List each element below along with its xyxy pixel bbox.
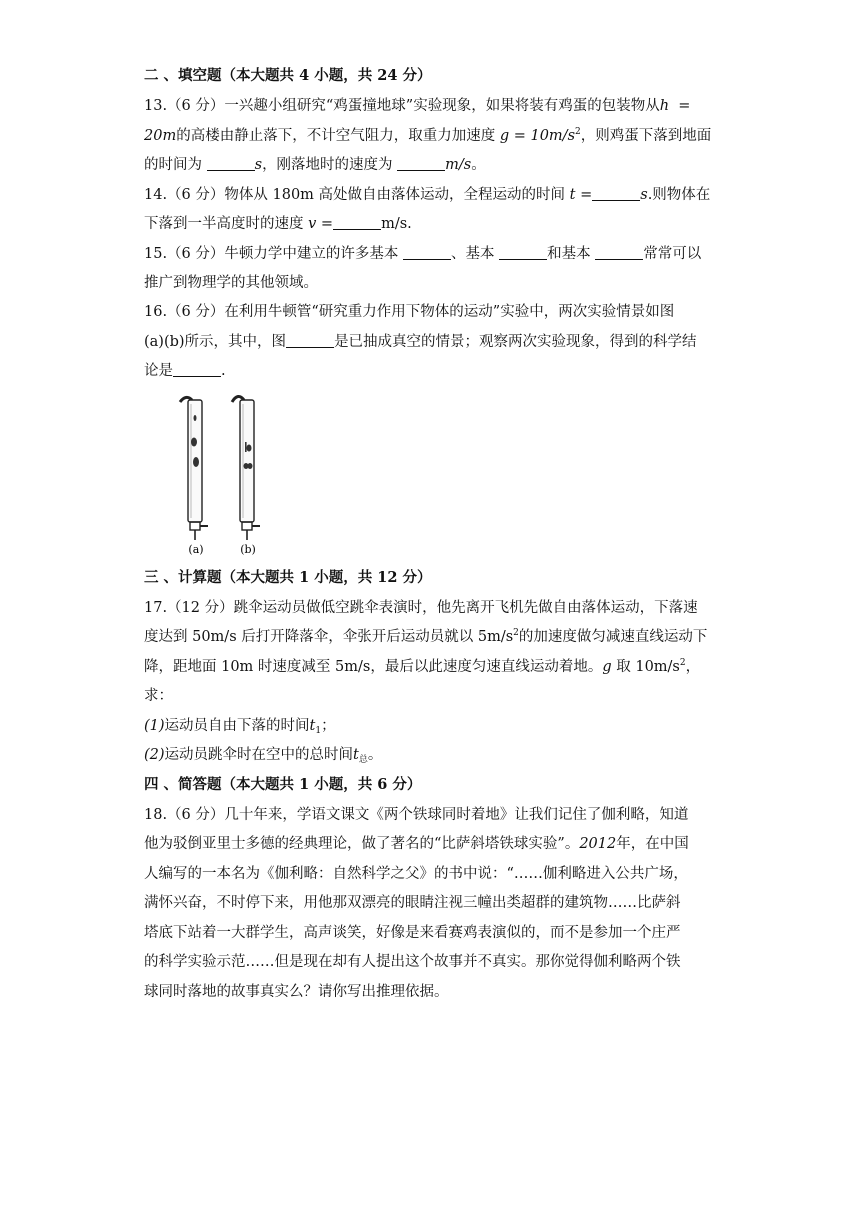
q17-line4 [144,686,173,706]
answer-blank[interactable] [397,155,445,171]
text-fragment: 的高楼由静止落下，不计空气阻力，取重力加速度 [176,128,496,144]
q13-line3 [144,155,486,175]
text-fragment: 是已抽成真空的情景；观察两次实验现象，得到的科学结 [334,334,697,350]
text-fragment: = [513,128,526,144]
text-fragment: t [309,718,316,734]
text-fragment: ； [321,718,336,734]
text-fragment: 取 10m/s [616,659,680,675]
text-fragment: 17.（12 分）跳伞运动员做低空跳伞表演时，他先离开飞机先做自由落体运动，下落速 [144,600,698,616]
text-fragment: 15.（6 分）牛顿力学中建立的许多基本 [144,246,399,262]
text-fragment: 度达到 50m/s 后打开降落伞，伞张开后运动员就以 5m/s [144,629,514,645]
text-fragment: 年，在中国 [616,836,689,852]
text-fragment: 总 [358,755,368,765]
q16-line1 [144,302,674,322]
answer-blank[interactable] [592,185,640,201]
q15-line1 [144,244,701,264]
text-fragment: 的加速度做匀减速直线运动下 [518,629,708,645]
text-fragment: ， [685,659,701,675]
answer-blank[interactable] [499,244,547,260]
q18-line3 [144,864,688,884]
text-fragment: = [320,216,334,232]
text-fragment: 20m [144,128,177,144]
text-fragment: 13.（6 分）一兴趣小组研究“鸡蛋撞地球”实验现象，如果将装有鸡蛋的包装物从 [144,98,660,114]
text-fragment: 球同时落地的故事真实么？请你写出推理依据。 [144,984,449,1000]
text-fragment: = [678,98,691,114]
text-fragment: 18.（6 分）几十年来，学语文课文《两个铁球同时着地》让我们记住了伽利略，知道 [144,807,689,823]
text-fragment: v [308,216,317,232]
text-fragment: ，则鸡蛋下落到地面 [580,128,712,144]
text-fragment: m/s [445,157,472,173]
text-fragment: .则物体在 [647,187,711,203]
text-fragment: ，刚落地时的速度为 [262,157,393,173]
q17-subq1 [144,716,336,736]
text-fragment: s [640,187,648,203]
q17-line1 [144,598,698,618]
q13-line2 [144,126,711,146]
text-fragment: 人编写的一本名为《伽利略：自然科学之父》的书中说：“……伽利略进入公共广场， [144,866,688,882]
text-fragment: g [499,128,510,144]
text-fragment: t [353,747,359,763]
q18-line4 [144,893,681,913]
variable-h: h [659,98,670,114]
q15-line2 [144,273,318,293]
answer-blank[interactable] [173,361,221,377]
answer-blank[interactable] [207,155,255,171]
text-fragment: 2 [575,127,581,137]
section3-heading [144,568,432,588]
q14-line2 [144,214,412,234]
text-fragment: 满怀兴奋，不时停下来，用他那双漂亮的眼睛注视三幢出类超群的建筑物……比萨斜 [144,895,681,911]
q16-line3 [144,361,226,381]
q18-line2 [144,834,689,854]
text-fragment: 降，距地面 10m 时速度减至 5m/s，最后以此速度匀速直线运动着地。 [144,659,603,675]
text-fragment: 他为驳倒亚里士多德的经典理论，做了著名的“比萨斜塔铁球实验”。 [144,836,580,852]
text-fragment: t [569,187,576,203]
text-fragment: s [254,157,263,173]
text-fragment: 。 [367,747,383,763]
text-fragment: 下落到一半高度时的速度 [144,216,304,232]
text-fragment: 14.（6 分）物体从 180m 高处做自由落体运动，全程运动的时间 [144,187,566,203]
text-fragment: 三 、计算题（本大题共 1 小题，共 12 分） [144,569,432,586]
q18-line6 [144,952,681,972]
text-fragment: = [580,187,593,203]
text-fragment: 塔底下站着一大群学生，高声谈笑，好像是来看赛鸡表演似的，而不是参加一个庄严 [144,925,681,941]
text-fragment: 1 [315,726,322,736]
newton-tube-figure [172,390,282,560]
answer-blank[interactable] [286,332,334,348]
text-fragment: 2 [679,658,686,668]
text-fragment: m/s. [381,216,412,232]
text-fragment: 和基本 [547,246,591,262]
answer-blank[interactable] [595,244,643,260]
q18-line1 [144,805,688,825]
figure-label-a: (a) [188,543,204,556]
section2-heading: 二 、填空题（本大题共 4 小题，共 24 分） [144,67,432,84]
q17-line3 [144,657,700,677]
q17-line2 [144,627,707,647]
text-fragment: 论是 [144,363,173,379]
text-fragment: 运动员自由下落的时间 [164,718,310,734]
figure-label-b: (b) [240,543,256,556]
text-fragment: 16.（6 分）在利用牛顿管“研究重力作用下物体的运动”实验中，两次实验情景如图 [144,304,675,320]
text-fragment: 10m/s [530,128,576,144]
text-fragment: (1) [144,718,165,734]
answer-blank[interactable] [333,214,381,230]
text-fragment: (2) [144,747,165,763]
answer-blank[interactable] [403,244,451,260]
text-fragment: 运动员跳伞时在空中的总时间 [164,747,354,763]
text-fragment: 、基本 [451,246,495,262]
text-fragment: 推广到物理学的其他领域。 [144,275,318,291]
text-fragment: 2 [513,628,519,638]
text-fragment: . [221,363,226,379]
q16-line2 [144,332,697,352]
text-fragment: g [602,659,612,675]
q18-line5 [144,923,681,943]
q17-subq2 [144,745,382,765]
q18-line7 [144,982,449,1002]
section4-heading [144,775,421,795]
text-fragment: 。 [471,157,486,173]
text-fragment: 求： [144,688,173,704]
text-fragment: 四 、简答题（本大题共 1 小题，共 6 分） [144,776,422,793]
text-fragment: 2012 [579,836,617,852]
text-fragment: 的时间为 [144,157,202,173]
text-fragment: (a)(b)所示，其中，图 [144,334,287,350]
text-fragment: 的科学实验示范……但是现在却有人提出这个故事并不真实。那你觉得伽利略两个铁 [144,954,681,970]
text-fragment: 常常可以 [643,246,702,262]
q14-line1 [144,185,710,205]
q13-line1 [144,96,690,116]
